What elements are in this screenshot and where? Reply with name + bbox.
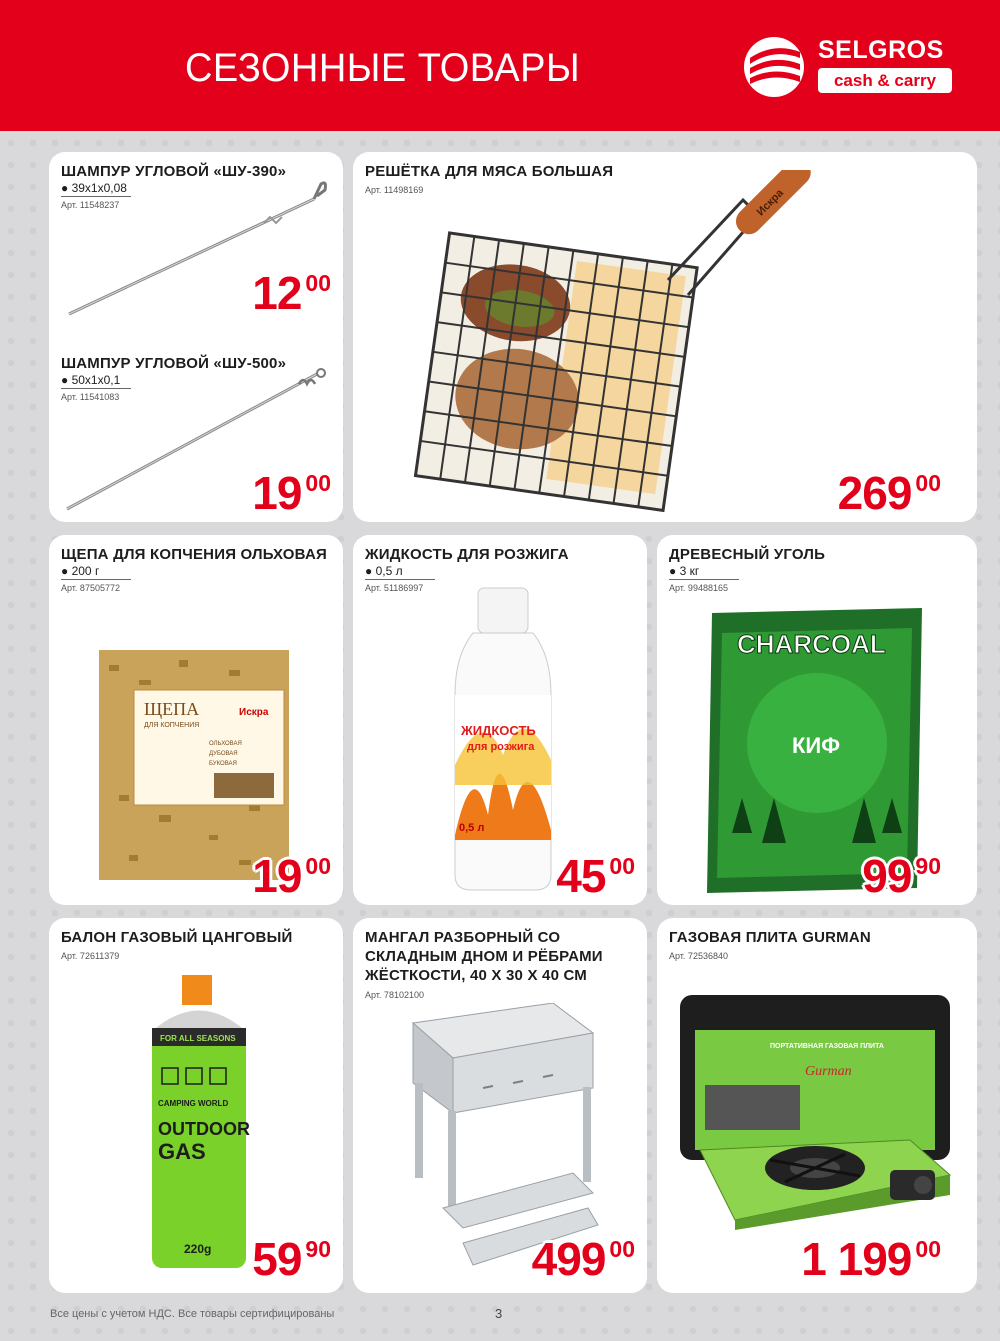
price-cents: 00 [305, 853, 331, 879]
product-price [837, 467, 941, 519]
grill-grate-image [413, 170, 813, 515]
product-name: ЖИДКОСТЬ ДЛЯ РОЗЖИГА [365, 546, 569, 563]
product-name: РЕШЁТКА ДЛЯ МЯСА БОЛЬШАЯ [365, 163, 614, 180]
price-cents: 90 [915, 853, 941, 879]
header-banner [0, 0, 1000, 131]
product-card-wood-chips[interactable] [49, 535, 343, 905]
product-volume: ● 39х1х0,08 [61, 181, 131, 197]
wood-chips-image [89, 645, 309, 885]
chips-sub-text: ДЛЯ КОПЧЕНИЯ [144, 722, 200, 729]
product-card-lighter-fluid[interactable] [353, 535, 647, 905]
product-price [252, 1233, 331, 1285]
price-main: 1 199 [801, 1233, 912, 1285]
product-name-line-2: СКЛАДНЫМ ДНОМ И РЁБРАМИ [365, 948, 603, 965]
gas-title-1: OUTDOOR [158, 1119, 250, 1139]
product-volume: ● 3 кг [669, 564, 739, 580]
lighter-fluid-image [443, 585, 563, 895]
chips-label-text: ЩЕПА [144, 699, 200, 719]
product-price [252, 850, 331, 902]
stove-brand-text: Gurman [805, 1064, 852, 1079]
page-number: 3 [495, 1306, 503, 1321]
gas-stove-image [675, 990, 965, 1230]
product-price [801, 1233, 941, 1285]
price-main: 99 [862, 850, 912, 902]
selgros-logo[interactable] [742, 36, 954, 98]
product-card-gas-canister[interactable] [49, 918, 343, 1293]
price-cents: 00 [609, 1236, 635, 1262]
gas-brand-text: CAMPING WORLD [158, 1099, 229, 1108]
product-card-skewers[interactable] [49, 152, 343, 522]
price-cents: 00 [915, 1236, 941, 1262]
price-main: 59 [252, 1233, 302, 1285]
product-name: БАЛОН ГАЗОВЫЙ ЦАНГОВЫЙ [61, 929, 293, 946]
product-volume: ● 200 г [61, 564, 131, 580]
product-name: ДРЕВЕСНЫЙ УГОЛЬ [669, 546, 826, 563]
price-cents: 90 [305, 1236, 331, 1262]
price-main: 12 [252, 267, 302, 319]
product-card-gas-stove[interactable] [657, 918, 977, 1293]
footer-note: Все цены с учетом НДС. Все товары сертифицированы [50, 1308, 335, 1320]
product-card-charcoal[interactable] [657, 535, 977, 905]
logo-mark-icon [742, 36, 808, 98]
charcoal-title-text: CHARCOAL [737, 629, 886, 659]
product-article: Арт. 11498169 [365, 185, 424, 195]
product-price [252, 467, 331, 519]
product-price [531, 1233, 635, 1285]
product-name-line-1: МАНГАЛ РАЗБОРНЫЙ СО [365, 929, 561, 946]
product-name: ШАМПУР УГЛОВОЙ «ШУ-390» [61, 163, 287, 180]
product-price [252, 267, 331, 319]
price-main: 499 [531, 1233, 606, 1285]
chips-type-1: ОЛЬХОВАЯ [209, 741, 242, 747]
product-article: Арт. 87505772 [61, 583, 120, 593]
gas-top-text: FOR ALL SEASONS [160, 1034, 236, 1043]
product-article: Арт. 72611379 [61, 951, 120, 961]
price-main: 19 [252, 850, 302, 902]
fluid-volume-text: 0,5 л [459, 822, 485, 834]
page-title: СЕЗОННЫЕ ТОВАРЫ [185, 46, 581, 90]
price-main: 19 [252, 467, 302, 519]
logo-brand: SELGROS [818, 36, 944, 64]
price-main: 269 [837, 467, 912, 519]
grill-brand-text: Искра [754, 187, 786, 219]
gas-weight-text: 220g [184, 1242, 212, 1256]
product-price [556, 850, 635, 902]
product-article: Арт. 99488165 [669, 583, 728, 593]
fluid-label-2: для розжига [467, 741, 535, 753]
product-name-line-3: ЖЁСТКОСТИ, 40 Х 30 Х 40 СМ [365, 967, 588, 984]
product-article: Арт. 78102100 [365, 990, 424, 1000]
product-article: Арт. 11548237 [61, 200, 120, 210]
product-name: ЩЕПА ДЛЯ КОПЧЕНИЯ ОЛЬХОВАЯ [61, 546, 327, 563]
price-cents: 00 [305, 470, 331, 496]
chips-type-2: ДУБОВАЯ [209, 751, 238, 757]
price-cents: 00 [915, 470, 941, 496]
product-article: Арт. 51186997 [365, 583, 424, 593]
product-name: ШАМПУР УГЛОВОЙ «ШУ-500» [61, 355, 287, 372]
product-card-mangal[interactable] [353, 918, 647, 1293]
fluid-label-1: ЖИДКОСТЬ [461, 723, 536, 738]
chips-brand-text: Искра [239, 707, 269, 718]
price-main: 45 [556, 850, 606, 902]
product-name: ГАЗОВАЯ ПЛИТА GURMAN [669, 929, 871, 946]
chips-type-3: БУКОВАЯ [209, 761, 237, 767]
product-article: Арт. 11541083 [61, 392, 120, 402]
charcoal-brand-text: КИФ [792, 733, 841, 758]
gas-title-2: GAS [158, 1139, 206, 1164]
price-cents: 00 [609, 853, 635, 879]
product-volume: ● 0,5 л [365, 564, 435, 580]
stove-case-text: ПОРТАТИВНАЯ ГАЗОВАЯ ПЛИТА [770, 1043, 884, 1050]
gas-canister-image [144, 973, 254, 1273]
product-card-grill-grate[interactable] [353, 152, 977, 522]
price-cents: 00 [305, 270, 331, 296]
product-price [862, 850, 941, 902]
logo-tagline: cash & carry [818, 68, 952, 93]
product-article: Арт. 72536840 [669, 951, 728, 961]
product-volume: ● 50х1х0,1 [61, 373, 131, 389]
